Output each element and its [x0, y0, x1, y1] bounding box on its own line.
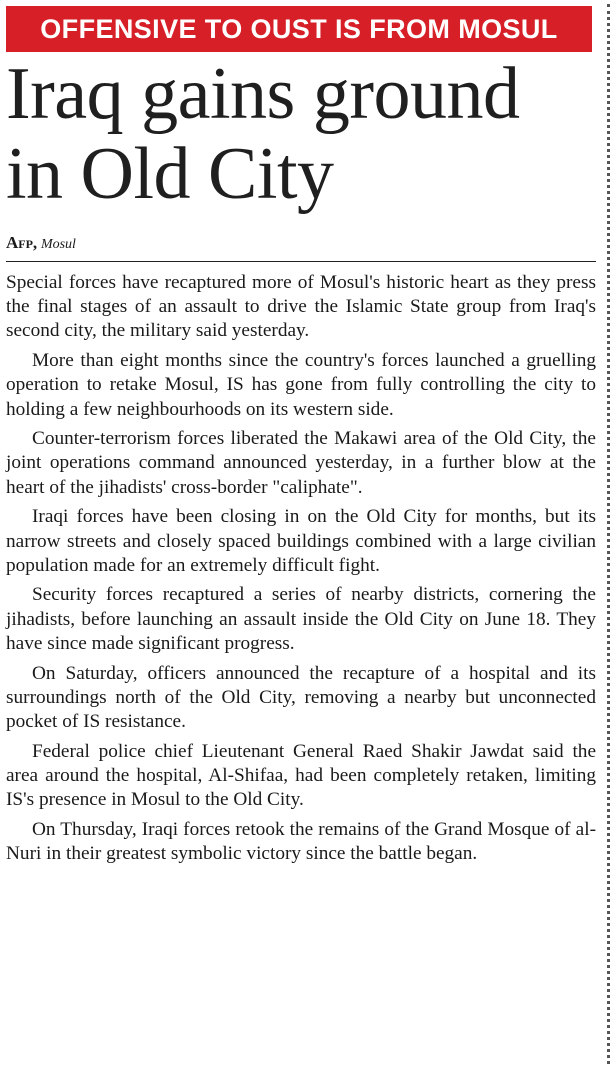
paragraph-2: More than eight months since the country's forces launched a gruelling operation to retake Mosul, IS has gone from fully controlling the city to holding a few neighbourhoods on its western side. [6, 350, 596, 420]
headline [6, 54, 596, 214]
byline-divider [6, 261, 596, 262]
paragraph-8: On Thursday, Iraqi forces retook the remains of the Grand Mosque of al-Nuri in their greatest symbolic victory since the battle began. [6, 818, 596, 864]
paragraph-3: Counter-terrorism forces liberated the Makawi area of the Old City, the joint operations command announced yesterday, in a further blow at the heart of the jihadists' cross-border "caliphate". [6, 428, 596, 498]
paragraph-6: On Saturday, officers announced the recapture of a hospital and its surroundings north of the Old City, removing a nearby but unconnected pocket of IS resistance. [6, 662, 596, 732]
headline-line-1: Iraq gains ground [6, 53, 520, 135]
byline [6, 233, 76, 253]
paragraph-4: Iraqi forces have been closing in on the Old City for months, but its narrow streets and closely spaced buildings combined with a large civilian population made for an extremely difficult fight. [6, 506, 596, 576]
headline-line-2: in Old City [6, 133, 334, 215]
byline-place: Mosul [40, 237, 76, 252]
kicker-text: OFFENSIVE TO OUST IS FROM MOSUL [40, 14, 558, 44]
paragraph-5: Security forces recaptured a series of nearby districts, cornering the jihadists, before launching an assault inside the Old City on June 18. They have since made significant progress. [6, 584, 596, 654]
article-body [6, 271, 596, 866]
paragraph-7: Federal police chief Lieutenant General Raed Shakir Jawdat said the area around the hospital, Al-Shifaa, had been completely retaken, limiting IS's presence in Mosul to the Old City. [6, 740, 596, 811]
column-separator [607, 4, 610, 1064]
byline-agency: Afp, [6, 233, 38, 252]
kicker-banner [6, 6, 592, 52]
paragraph-1: Special forces have recaptured more of Mosul's historic heart as they press the final stages of an assault to drive the Islamic State group from Iraq's second city, the military said yesterday. [6, 272, 596, 342]
